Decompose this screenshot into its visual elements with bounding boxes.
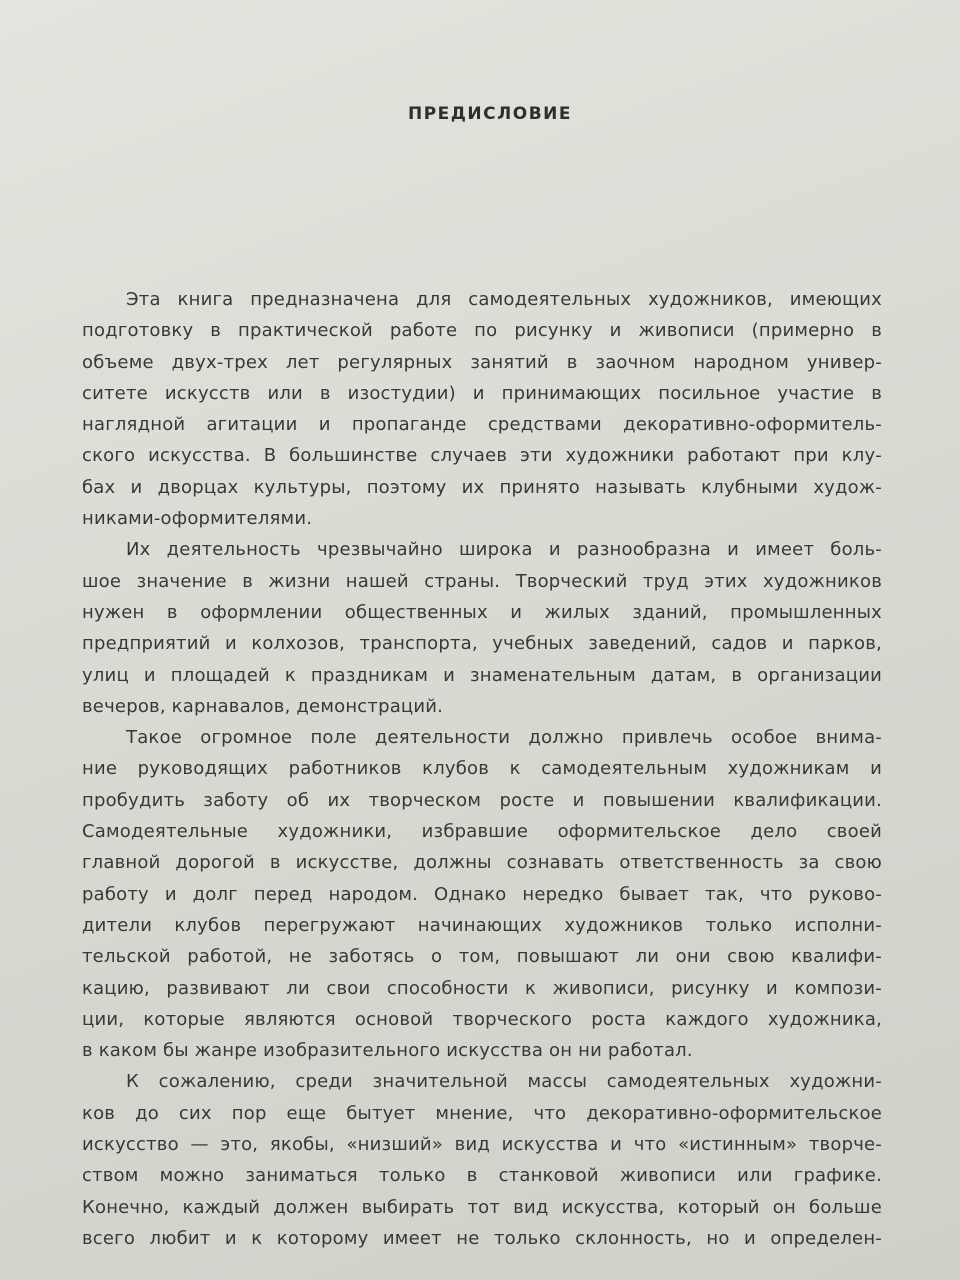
text-line: тельской работой, не заботясь о том, повышают ли они свою квалифи-: [82, 946, 882, 968]
text-line: Их деятельность чрезвычайно широка и разнообразна и имеет боль-: [126, 539, 882, 561]
text-line: главной дорогой в искусстве, должны сознавать ответственность за свою: [82, 852, 882, 874]
text-line: вечеров, карнавалов, демонстраций.: [82, 695, 444, 717]
text-line: ситете искусств или в изостудии) и принимающих посильное участие в: [82, 382, 882, 404]
text-line: бах и дворцах культуры, поэтому их принято называть клубными худож-: [82, 476, 882, 498]
text-line: нужен в оформлении общественных и жилых зданий, промышленных: [82, 601, 882, 623]
text-line: всего любит и к которому имеет не только склонность, но и определен-: [82, 1227, 882, 1249]
text-line: кацию, развивают ли свои способности к живописи, рисунку и компози-: [82, 977, 882, 999]
text-line: подготовку в практической работе по рисунку и живописи (примерно в: [82, 320, 882, 342]
text-line: в каком бы жанре изобразительного искусства он ни работал.: [82, 1040, 693, 1062]
text-line: К сожалению, среди значительной массы самодеятельных художни-: [126, 1071, 882, 1093]
text-line: искусство — это, якобы, «низший» вид искусства и что «истинным» творче-: [82, 1134, 882, 1156]
text-line: ков до сих пор еще бытует мнение, что декоративно-оформительское: [82, 1102, 882, 1124]
text-line: Эта книга предназначена для самодеятельных художников, имеющих: [126, 289, 882, 310]
text-line: Самодеятельные художники, избравшие оформительское дело своей: [82, 821, 882, 843]
text-line: наглядной агитации и пропаганде средствами декоративно-оформитель-: [82, 414, 882, 436]
text-line: предприятий и колхозов, транспорта, учебных заведений, садов и парков,: [82, 633, 882, 655]
text-line: Конечно, каждый должен выбирать тот вид искусства, который он больше: [82, 1196, 882, 1218]
text-line: дители клубов перегружают начинающих художников только исполни-: [82, 914, 882, 936]
text-line: объеме двух-трех лет регулярных занятий в заочном народном универ-: [82, 351, 882, 373]
text-line: улиц и площадей к праздникам и знаменательным датам, в организации: [82, 664, 882, 686]
text-line: Такое огромное поле деятельности должно привлечь особое внима-: [126, 727, 882, 749]
text-line: ского искусства. В большинстве случаев эти художники работают при клу-: [82, 445, 882, 467]
text-line: ние руководящих работников клубов к самодеятельным художникам и: [82, 758, 882, 780]
text-line: ции, которые являются основой творческого роста каждого художника,: [82, 1008, 882, 1030]
text-line: пробудить заботу об их творческом росте и повышении квалификации.: [82, 789, 882, 811]
page-heading: ПРЕДИСЛОВИЕ: [407, 104, 572, 124]
text-line: ством можно заниматься только в станковой живописи или графике.: [82, 1165, 882, 1187]
preface-text: [82, 284, 882, 1254]
text-line: работу и долг перед народом. Однако нередко бывает так, что руково-: [82, 883, 882, 905]
text-line: шое значение в жизни нашей страны. Творческий труд этих художников: [82, 570, 882, 592]
text-line: никами-оформителями.: [82, 508, 313, 530]
